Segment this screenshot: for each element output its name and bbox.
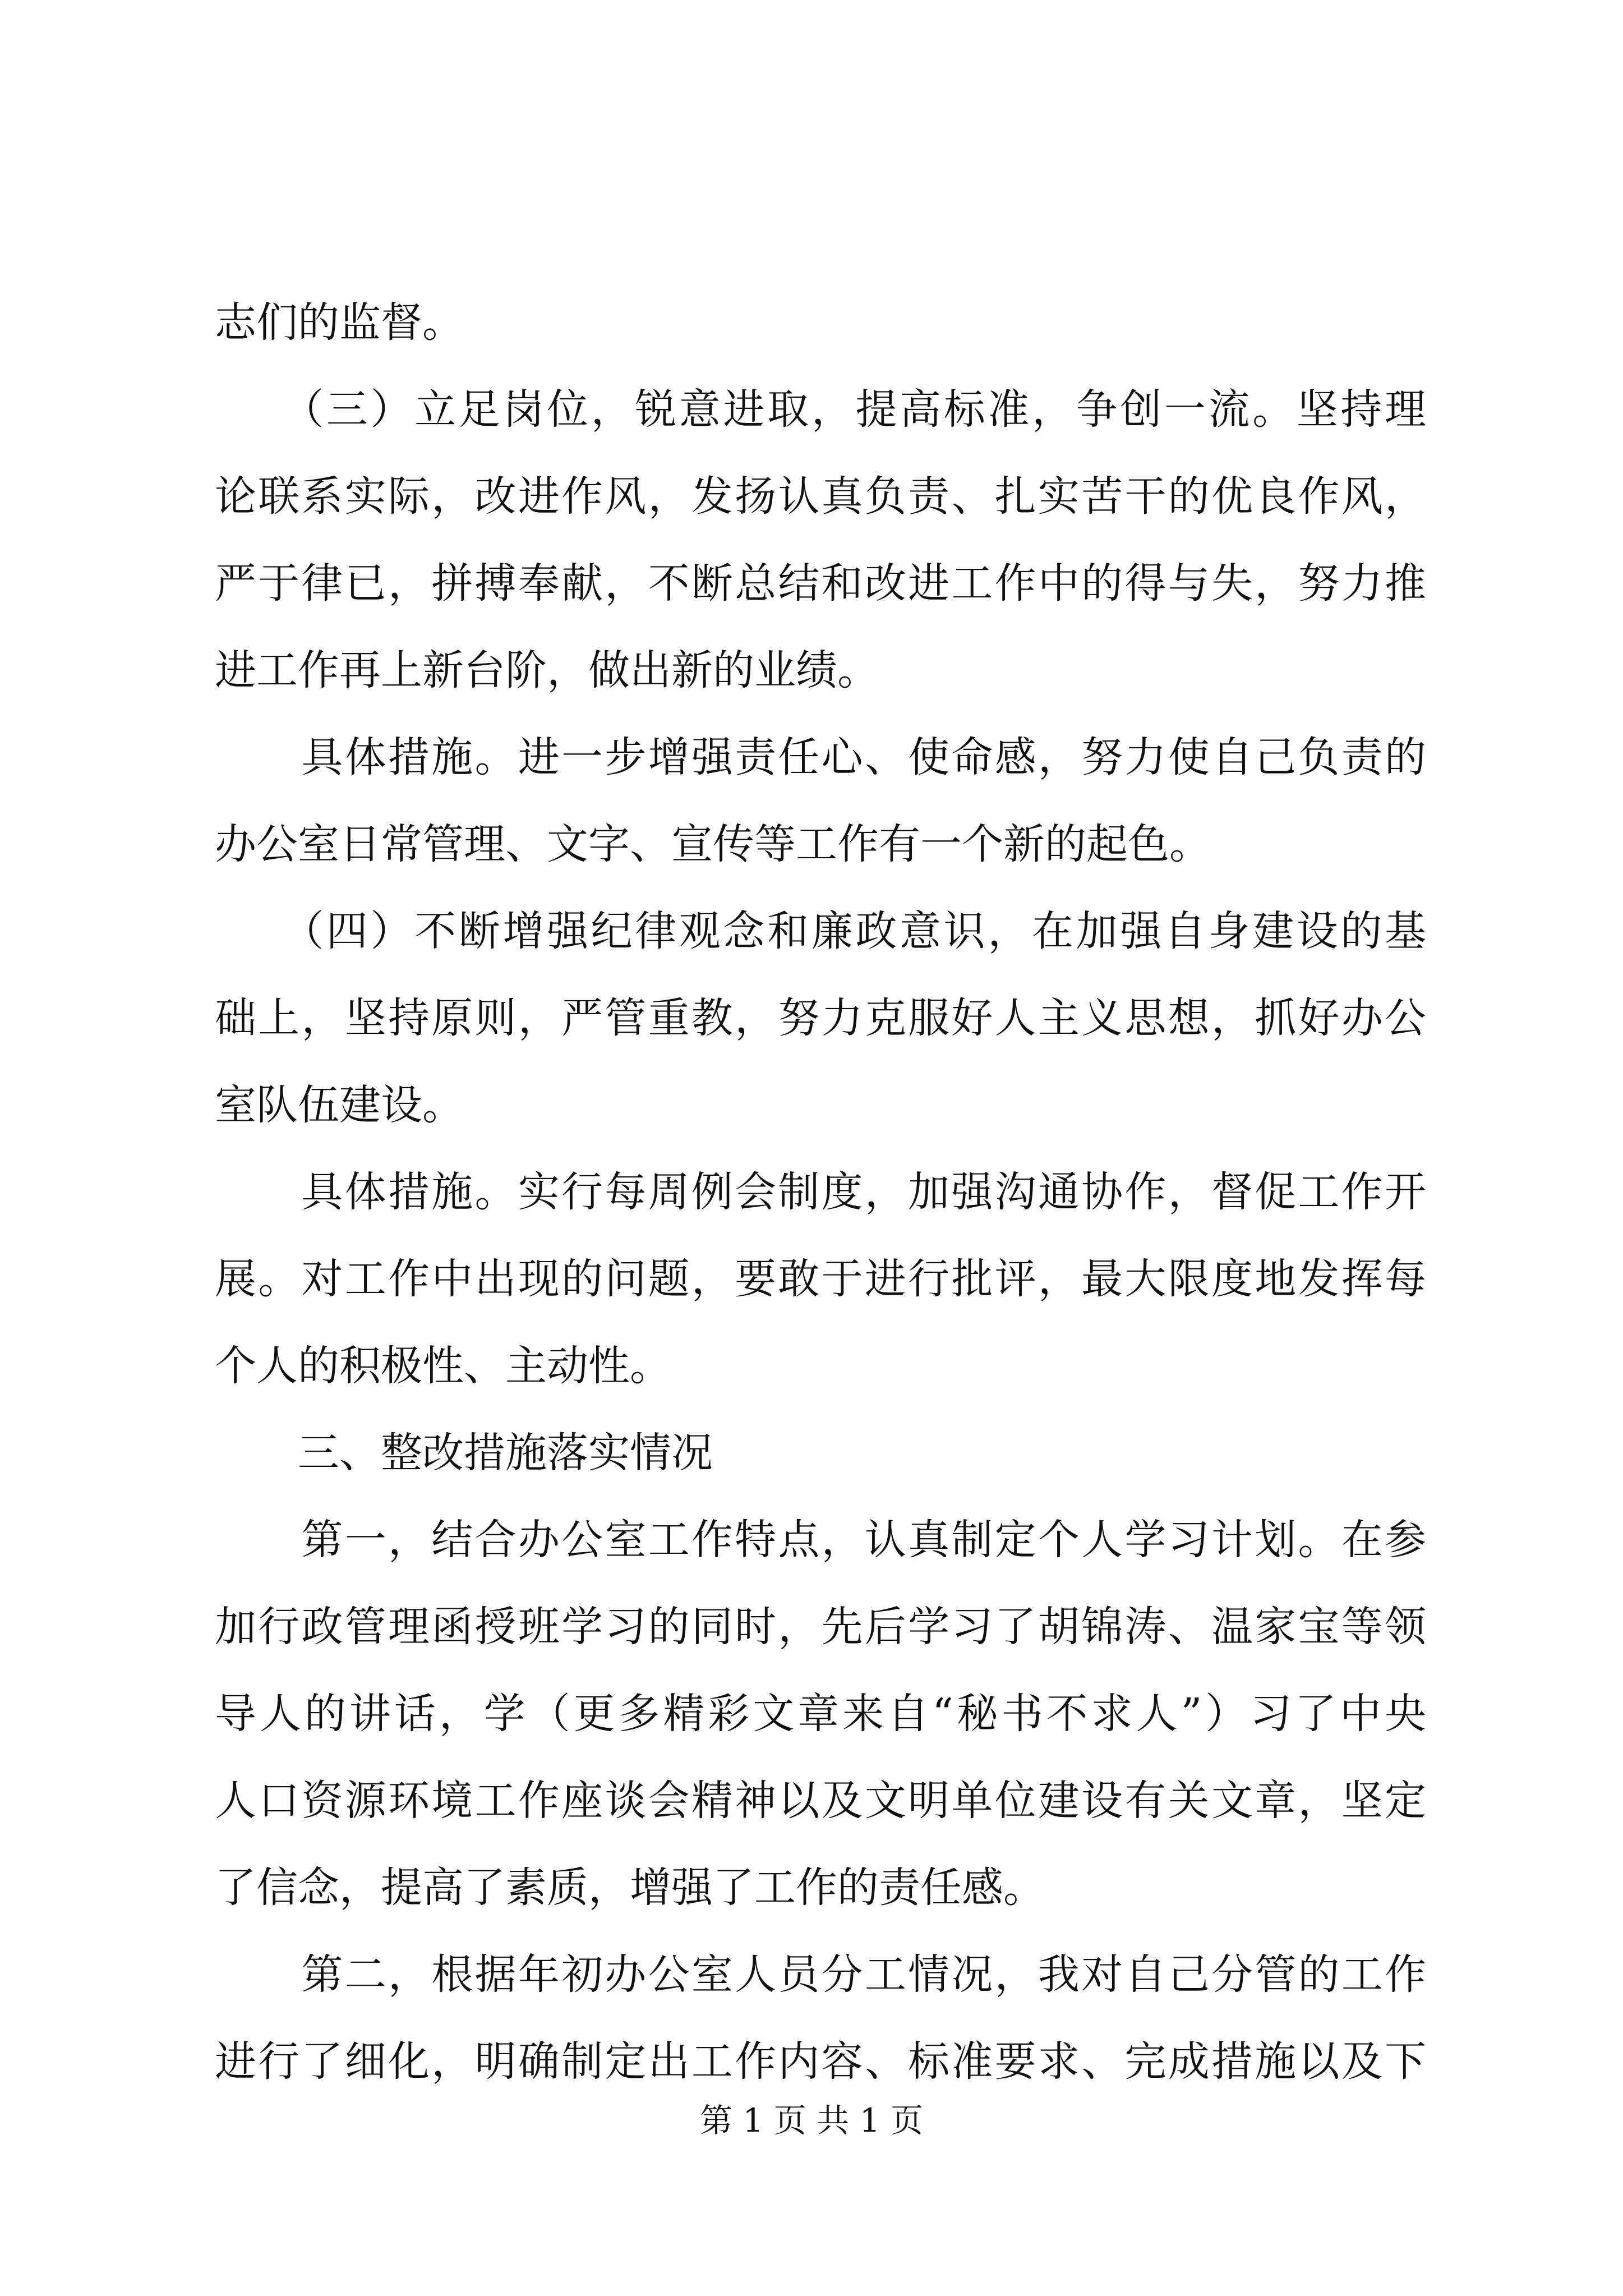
text-line: 了信念，提高了素质，增强了工作的责任感。 xyxy=(215,1864,1045,1912)
text-line: （四）不断增强纪律观念和廉政意识，在加强自身建设的基 xyxy=(215,907,1426,955)
text-line: 室队伍建设。 xyxy=(215,1081,464,1129)
text-line: 人口资源环境工作座谈会精神以及文明单位建设有关文章，坚定 xyxy=(215,1777,1426,1825)
text-line: 第二，根据年初办公室人员分工情况，我对自己分管的工作 xyxy=(215,1950,1426,1999)
text-line: 具体措施。实行每周例会制度，加强沟通协作，督促工作开 xyxy=(215,1168,1426,1216)
text-line: 论联系实际，改进作风，发扬认真负责、扎实苦干的优良作风， xyxy=(215,472,1426,521)
text-line: 展。对工作中出现的问题，要敢于进行批评，最大限度地发挥每 xyxy=(215,1255,1426,1303)
text-line: 办公室日常管理、文字、宣传等工作有一个新的起色。 xyxy=(215,820,1211,868)
section-heading: 三、整改措施落实情况 xyxy=(215,1429,713,1477)
text-line: 进行了细化，明确制定出工作内容、标准要求、完成措施以及下 xyxy=(215,2037,1426,2086)
text-line: 志们的监督。 xyxy=(215,298,464,347)
text-line: （三）立足岗位，锐意进取，提高标准，争创一流。坚持理 xyxy=(215,385,1426,434)
text-line: 加行政管理函授班学习的同时，先后学习了胡锦涛、温家宝等领 xyxy=(215,1603,1426,1651)
text-line: 础上，坚持原则，严管重教，努力克服好人主义思想，抓好办公 xyxy=(215,994,1426,1042)
text-line: 具体措施。进一步增强责任心、使命感，努力使自己负责的 xyxy=(215,733,1426,781)
text-line: 个人的积极性、主动性。 xyxy=(215,1342,671,1390)
text-line: 导人的讲话，学（更多精彩文章来自“秘书不求人”）习了中央 xyxy=(215,1690,1426,1738)
text-line: 进工作再上新台阶，做出新的业绩。 xyxy=(215,646,879,694)
text-line: 第一，结合办公室工作特点，认真制定个人学习计划。在参 xyxy=(215,1516,1426,1564)
page-footer: 第 1 页 共 1 页 xyxy=(700,2101,923,2139)
text-line: 严于律已，拼搏奉献，不断总结和改进工作中的得与失，努力推 xyxy=(215,559,1426,608)
